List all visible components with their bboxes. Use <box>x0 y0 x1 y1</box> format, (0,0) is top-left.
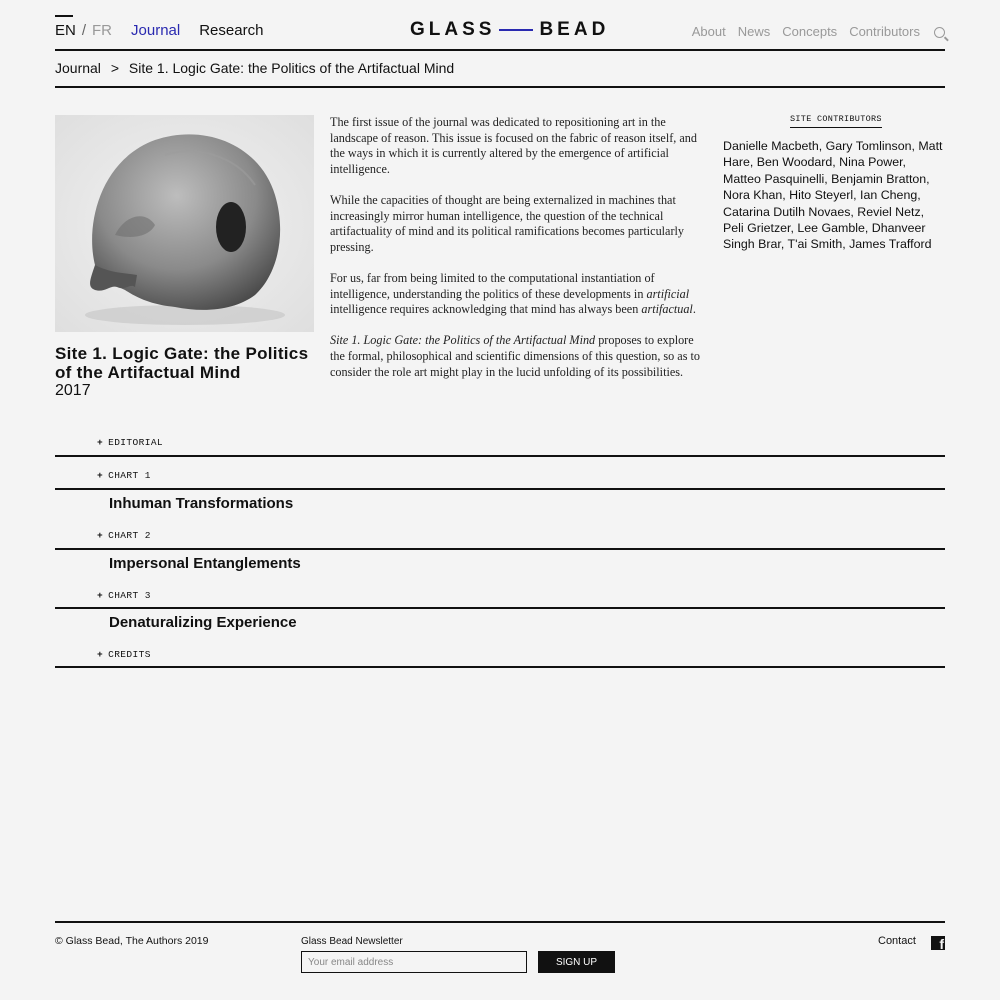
plus-icon: + <box>97 530 104 541</box>
lang-separator: / <box>81 22 87 39</box>
section-label <box>97 470 151 481</box>
active-language-indicator <box>55 15 73 17</box>
intro-text: proposes to explore the formal, philosophical and scientific dimensions of this question, so as to consider the role art might play in the lucid unfolding of its possibilities. <box>330 333 700 379</box>
footer-divider <box>55 921 945 923</box>
skull-photo <box>55 115 314 332</box>
primary-nav <box>55 22 263 39</box>
section-label-text: CREDITS <box>108 649 151 660</box>
section-title-link[interactable]: Inhuman Transformations <box>109 495 294 512</box>
plus-icon: + <box>97 470 104 481</box>
intro-emphasis: Site 1. Logic Gate: the Politics of the Artifactual Mind <box>330 333 596 348</box>
section-credits[interactable] <box>55 609 945 668</box>
lang-en-link[interactable]: EN <box>55 22 76 39</box>
issue-cover-image <box>55 115 314 332</box>
lang-fr-link[interactable]: FR <box>92 22 113 39</box>
section-label-text: CHART 3 <box>108 590 151 601</box>
site-header <box>55 14 945 51</box>
plus-icon: + <box>97 649 104 660</box>
intro-paragraph <box>330 333 708 380</box>
search-icon[interactable] <box>934 27 945 38</box>
site-contributors-list: Danielle Macbeth, Gary Tomlinson, Matt Hare, Ben Woodard, Nina Power, Matteo Pasquinelli, Benjamin Bratton, Nora Khan, Hito Steyerl, Ian Cheng, Catarina Dutilh Novaes, Reviel Netz, Peli Grietzer, Lee Gamble, Dhanveer Singh Brar, T'ai Smith, James Trafford <box>723 139 943 252</box>
facebook-icon[interactable] <box>931 936 945 950</box>
intro-text: intelligence requires acknowledging that mind has always been <box>330 302 642 317</box>
issue-introduction <box>330 115 708 396</box>
section-title-link[interactable]: Impersonal Entanglements <box>109 555 301 572</box>
plus-icon: + <box>97 437 104 448</box>
section-label-text: CHART 2 <box>108 530 151 541</box>
logo-bar <box>499 29 533 31</box>
nav-journal-link[interactable]: Journal <box>131 22 181 39</box>
copyright: © Glass Bead, The Authors 2019 <box>55 935 209 947</box>
section-chart-2[interactable] <box>55 490 945 550</box>
section-label-text: EDITORIAL <box>108 437 164 448</box>
section-chart-3[interactable] <box>55 550 945 609</box>
section-editorial[interactable] <box>55 430 945 457</box>
section-label <box>97 437 163 448</box>
nav-contributors-link[interactable]: Contributors <box>849 24 920 39</box>
section-chart-1[interactable] <box>55 457 945 490</box>
nav-about-link[interactable]: About <box>691 24 726 39</box>
newsletter-label: Glass Bead Newsletter <box>301 936 403 947</box>
site-contributors-heading: SITE CONTRIBUTORS <box>790 114 882 128</box>
nav-research-link[interactable]: Research <box>199 22 264 39</box>
issue-title: Site 1. Logic Gate: the Politics of the Artifactual Mind <box>55 344 309 382</box>
secondary-nav <box>680 24 945 39</box>
breadcrumb <box>55 51 945 88</box>
intro-emphasis: artificial <box>646 286 690 301</box>
intro-text: . <box>692 302 696 317</box>
logo-text-left: GLASS <box>410 19 496 40</box>
intro-paragraph: While the capacities of thought are being externalized in machines that increasingly mirror human intelligence, the question of the technical artifactuality of mind and its political ramifications becomes particularly pressing. <box>330 192 684 254</box>
newsletter-email-input[interactable] <box>301 951 527 973</box>
section-label-text: CHART 1 <box>108 470 151 481</box>
breadcrumb-separator: > <box>110 60 119 76</box>
breadcrumb-root-link[interactable]: Journal <box>55 60 101 76</box>
section-label <box>97 649 151 660</box>
newsletter-signup-button[interactable]: SIGN UP <box>538 951 615 973</box>
intro-paragraph: The first issue of the journal was dedicated to repositioning art in the landscape of reason. This issue is focused on the fabric of reason itself, and the ways in which it is currently altered by the emergence of artificial intelligence. <box>330 115 697 176</box>
section-title-link[interactable]: Denaturalizing Experience <box>109 614 297 631</box>
intro-paragraph <box>330 271 708 318</box>
intro-text: For us, far from being limited to the computational instantiation of intelligence, understanding the politics of these developments in <box>330 270 655 301</box>
nav-news-link[interactable]: News <box>737 24 771 39</box>
issue-year: 2017 <box>55 382 91 399</box>
nav-concepts-link[interactable]: Concepts <box>782 24 838 39</box>
section-label <box>97 590 151 601</box>
intro-emphasis: artifactual <box>641 302 693 317</box>
logo-text-right: BEAD <box>539 19 610 40</box>
plus-icon: + <box>97 590 104 601</box>
breadcrumb-current: Site 1. Logic Gate: the Politics of the Artifactual Mind <box>128 60 455 76</box>
contact-link[interactable]: Contact <box>878 935 916 947</box>
site-logo[interactable] <box>410 19 609 41</box>
section-label <box>97 530 151 541</box>
